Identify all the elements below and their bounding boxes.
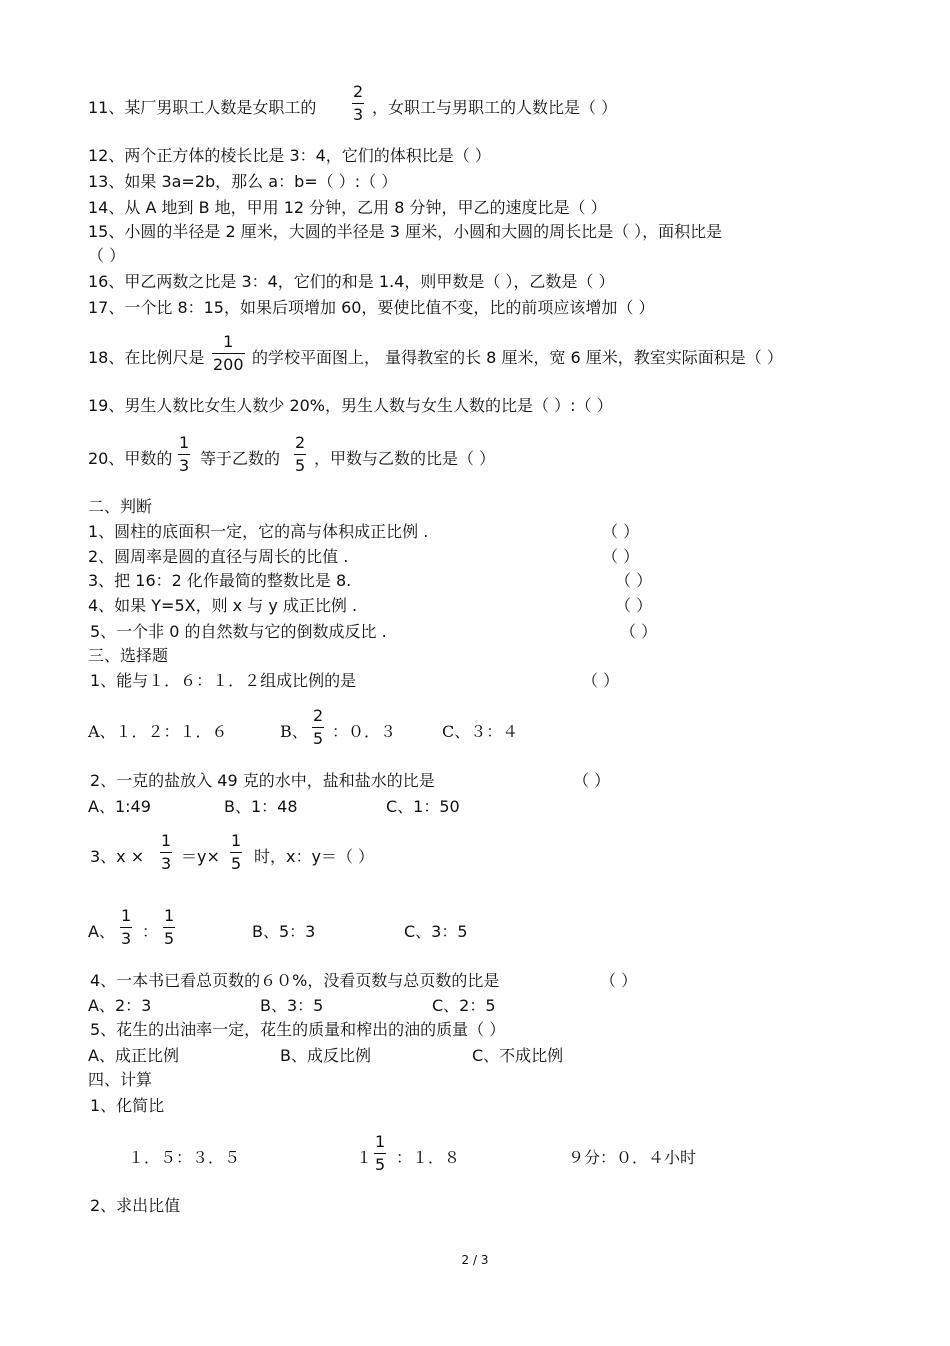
q11-text-a: 11、某厂男职工人数是女职工的 <box>88 98 317 117</box>
q14: 14、从 A 地到 B 地，甲用 12 分钟，乙用 8 分钟，甲乙的速度比是（ ） <box>88 198 607 217</box>
choice-q3-option-c: C、3：5 <box>404 922 468 941</box>
choice-q1-option-b-suffix: ：０．３ <box>332 722 397 741</box>
fraction-denominator: 5 <box>375 1155 386 1174</box>
choice-q1-text: 1、能与１．６：１．２组成比例的是 <box>90 671 357 690</box>
fraction-denominator: 3 <box>121 929 132 948</box>
q18-text-a: 18、在比例尺是 <box>88 348 205 367</box>
section-4-title: 四、计算 <box>88 1070 153 1089</box>
q12: 12、两个正方体的棱长比是 3：4，它们的体积比是（ ） <box>88 146 491 165</box>
judge-item-3: 3、把 16：2 化作最简的整数比是 8. <box>88 571 352 590</box>
calc-expression-3: ９分：０．４小时 <box>568 1148 697 1167</box>
fraction-numerator: 2 <box>313 706 324 725</box>
q20-fraction-2 <box>294 434 306 475</box>
choice-q4-paren: （ ） <box>600 971 638 990</box>
choice-q5-text: 5、花生的出油率一定，花生的质量和榨出的油的质量（ ） <box>90 1020 506 1039</box>
q16: 16、甲乙两数之比是 3：4，它们的和是 1.4，则甲数是（ ），乙数是（ ） <box>88 272 615 291</box>
choice-q1-paren: （ ） <box>582 671 620 690</box>
judge-item-5: 5、一个非 0 的自然数与它的倒数成反比 . <box>90 622 387 641</box>
choice-q5-option-a: A、成正比例 <box>88 1046 179 1065</box>
choice-q5-option-b: B、成反比例 <box>280 1046 371 1065</box>
choice-q1-option-c: C、３：４ <box>442 722 519 741</box>
fraction-denominator: 3 <box>161 854 172 873</box>
choice-q3-suffix: 时，x：y＝（ ） <box>254 847 375 866</box>
choice-q3-prefix: 3、x × <box>90 847 145 866</box>
q20-text-c: ，甲数与乙数的比是（ ） <box>314 449 496 468</box>
q15-line1: 15、小圆的半径是 2 厘米，大圆的半径是 3 厘米，小圆和大圆的周长比是（ ），面积比是 <box>88 222 723 241</box>
fraction-numerator: 1 <box>161 831 172 850</box>
q20-text-a: 20、甲数的 <box>88 449 173 468</box>
section-3-title: 三、选择题 <box>88 646 169 665</box>
page-number: 2 / 3 <box>461 1253 489 1267</box>
choice-q2-text: 2、一克的盐放入 49 克的水中，盐和盐水的比是 <box>90 771 435 790</box>
choice-q3-option-a-colon: ： <box>142 922 159 941</box>
judge-item-4: 4、如果 Y=5X，则 x 与 y 成正比例 . <box>88 596 358 615</box>
judge-item-3-paren: （ ） <box>615 571 653 590</box>
choice-q1-option-a: A、１．２：１．６ <box>88 722 228 741</box>
q20-fraction-2-denominator: 5 <box>295 456 306 475</box>
calc-expression-2-whole: １ <box>356 1148 373 1167</box>
q11-text-b: ，女职工与男职工的人数比是（ ） <box>372 98 618 117</box>
choice-q5-option-c: C、不成比例 <box>472 1046 564 1065</box>
q20-fraction-2-numerator: 2 <box>295 433 306 452</box>
choice-q3-middle: ＝y× <box>181 847 220 866</box>
fraction-numerator: 1 <box>121 906 132 925</box>
fraction-numerator: 1 <box>164 906 175 925</box>
q20-fraction-1 <box>178 434 190 475</box>
choice-q4-option-b: B、3：5 <box>260 996 324 1015</box>
calc-expression-1: １．５：３．５ <box>128 1148 241 1167</box>
choice-q4-text: 4、一本书已看总页数的６０%，没看页数与总页数的比是 <box>90 971 500 990</box>
q18-text-b: 的学校平面图上， 量得教室的长 8 厘米，宽 6 厘米，教室实际面积是（ ） <box>252 348 783 367</box>
q13: 13、如果 3a=2b，那么 a：b=（ ）:（ ） <box>88 172 398 191</box>
q19: 19、男生人数比女生人数少 20%，男生人数与女生人数的比是（ ）:（ ） <box>88 396 613 415</box>
fraction-denominator: 5 <box>231 854 242 873</box>
judge-item-5-paren: （ ） <box>620 622 658 641</box>
q18-fraction-denominator: 200 <box>213 355 244 374</box>
calc-sub-2-title: 2、求出比值 <box>90 1196 181 1215</box>
choice-q4-option-c: C、2：5 <box>432 996 496 1015</box>
choice-q3-option-a-fraction-2 <box>163 907 175 948</box>
choice-q2-option-b: B、1：48 <box>224 797 298 816</box>
fraction-numerator: 1 <box>231 831 242 850</box>
calc-sub-1-title: 1、化简比 <box>90 1096 165 1115</box>
choice-q3-option-b: B、5：3 <box>252 922 316 941</box>
judge-item-1: 1、圆柱的底面积一定，它的高与体积成正比例 . <box>88 522 429 541</box>
fraction-denominator: 5 <box>313 729 324 748</box>
q18-fraction-numerator: 1 <box>223 332 234 351</box>
q20-fraction-1-numerator: 1 <box>179 433 190 452</box>
calc-expression-2-fraction <box>374 1133 386 1174</box>
choice-q2-option-a: A、1:49 <box>88 797 151 816</box>
section-2-title: 二、判断 <box>88 497 153 516</box>
choice-q4-option-a: A、2：3 <box>88 996 152 1015</box>
choice-q3-option-a-prefix: A、 <box>88 922 115 941</box>
q11-fraction-numerator: 2 <box>353 82 364 101</box>
choice-q2-option-c: C、1：50 <box>386 797 460 816</box>
q18-fraction <box>212 333 245 374</box>
fraction-numerator: 1 <box>375 1132 386 1151</box>
q17: 17、一个比 8：15，如果后项增加 60，要使比值不变，比的前项应该增加（ ） <box>88 298 655 317</box>
choice-q2-paren: （ ） <box>573 771 611 790</box>
q20-fraction-1-denominator: 3 <box>179 456 190 475</box>
q15-line2: （ ） <box>88 246 126 265</box>
calc-expression-2-suffix: ：１．８ <box>396 1148 461 1167</box>
q11-fraction-denominator: 3 <box>353 105 364 124</box>
judge-item-2-paren: （ ） <box>602 547 640 566</box>
q11-fraction <box>352 83 364 124</box>
judge-item-4-paren: （ ） <box>615 596 653 615</box>
choice-q3-option-a-fraction-1 <box>120 907 132 948</box>
fraction-denominator: 5 <box>164 929 175 948</box>
q20-text-b: 等于乙数的 <box>200 449 281 468</box>
judge-item-1-paren: （ ） <box>602 522 640 541</box>
judge-item-2: 2、圆周率是圆的直径与周长的比值 . <box>88 547 349 566</box>
choice-q1-option-b-fraction <box>312 707 324 748</box>
choice-q3-fraction-1 <box>160 832 172 873</box>
choice-q3-fraction-2 <box>230 832 242 873</box>
choice-q1-option-b-prefix: B、 <box>280 722 308 741</box>
